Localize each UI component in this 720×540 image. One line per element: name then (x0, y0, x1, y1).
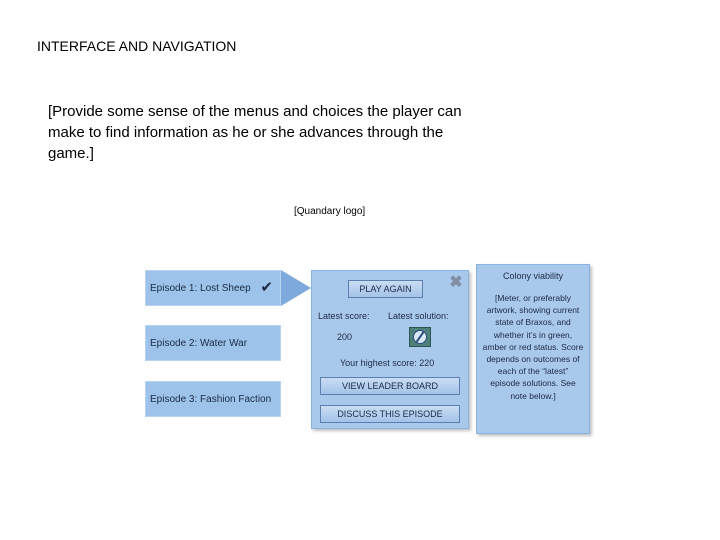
discuss-episode-button[interactable]: DISCUSS THIS EPISODE (320, 405, 460, 423)
episode-3-button[interactable] (145, 381, 281, 417)
page-heading: INTERFACE AND NAVIGATION (37, 38, 237, 54)
view-leader-board-button[interactable]: VIEW LEADER BOARD (320, 377, 460, 395)
colony-viability-title: Colony viability (502, 271, 564, 281)
episode-label: Episode 3: Fashion Faction (150, 393, 272, 405)
colony-viability-description: [Meter, or preferably artwork, showing current state of Braxos, and whether it’s in green, amber or red status. Score depends on outcomes of each of the “latest” episode solutions. See note below.] (482, 293, 584, 401)
logo-placeholder: [Quandary logo] (294, 206, 366, 217)
latest-score-value: 200 (337, 332, 353, 342)
episode-2-button[interactable] (145, 325, 281, 361)
episode-label: Episode 2: Water War (150, 337, 248, 349)
checkmark-icon: ✔ (260, 279, 273, 296)
colony-viability-panel (476, 264, 590, 434)
play-again-button[interactable]: PLAY AGAIN (348, 280, 423, 298)
latest-solution-label: Latest solution: (388, 311, 449, 321)
close-icon[interactable]: ✖ (449, 274, 463, 291)
selection-arrow-icon (281, 270, 311, 306)
highest-score: Your highest score: 220 (340, 358, 435, 368)
episode-label: Episode 1: Lost Sheep (150, 282, 251, 294)
latest-score-label: Latest score: (318, 311, 370, 321)
intro-text: [Provide some sense of the menus and choices the player can make to find information as he or she advances through the game.] (48, 103, 462, 162)
episode-1-button[interactable] (145, 270, 281, 306)
episode-panel (311, 270, 469, 429)
no-symbol-icon[interactable] (409, 327, 431, 347)
